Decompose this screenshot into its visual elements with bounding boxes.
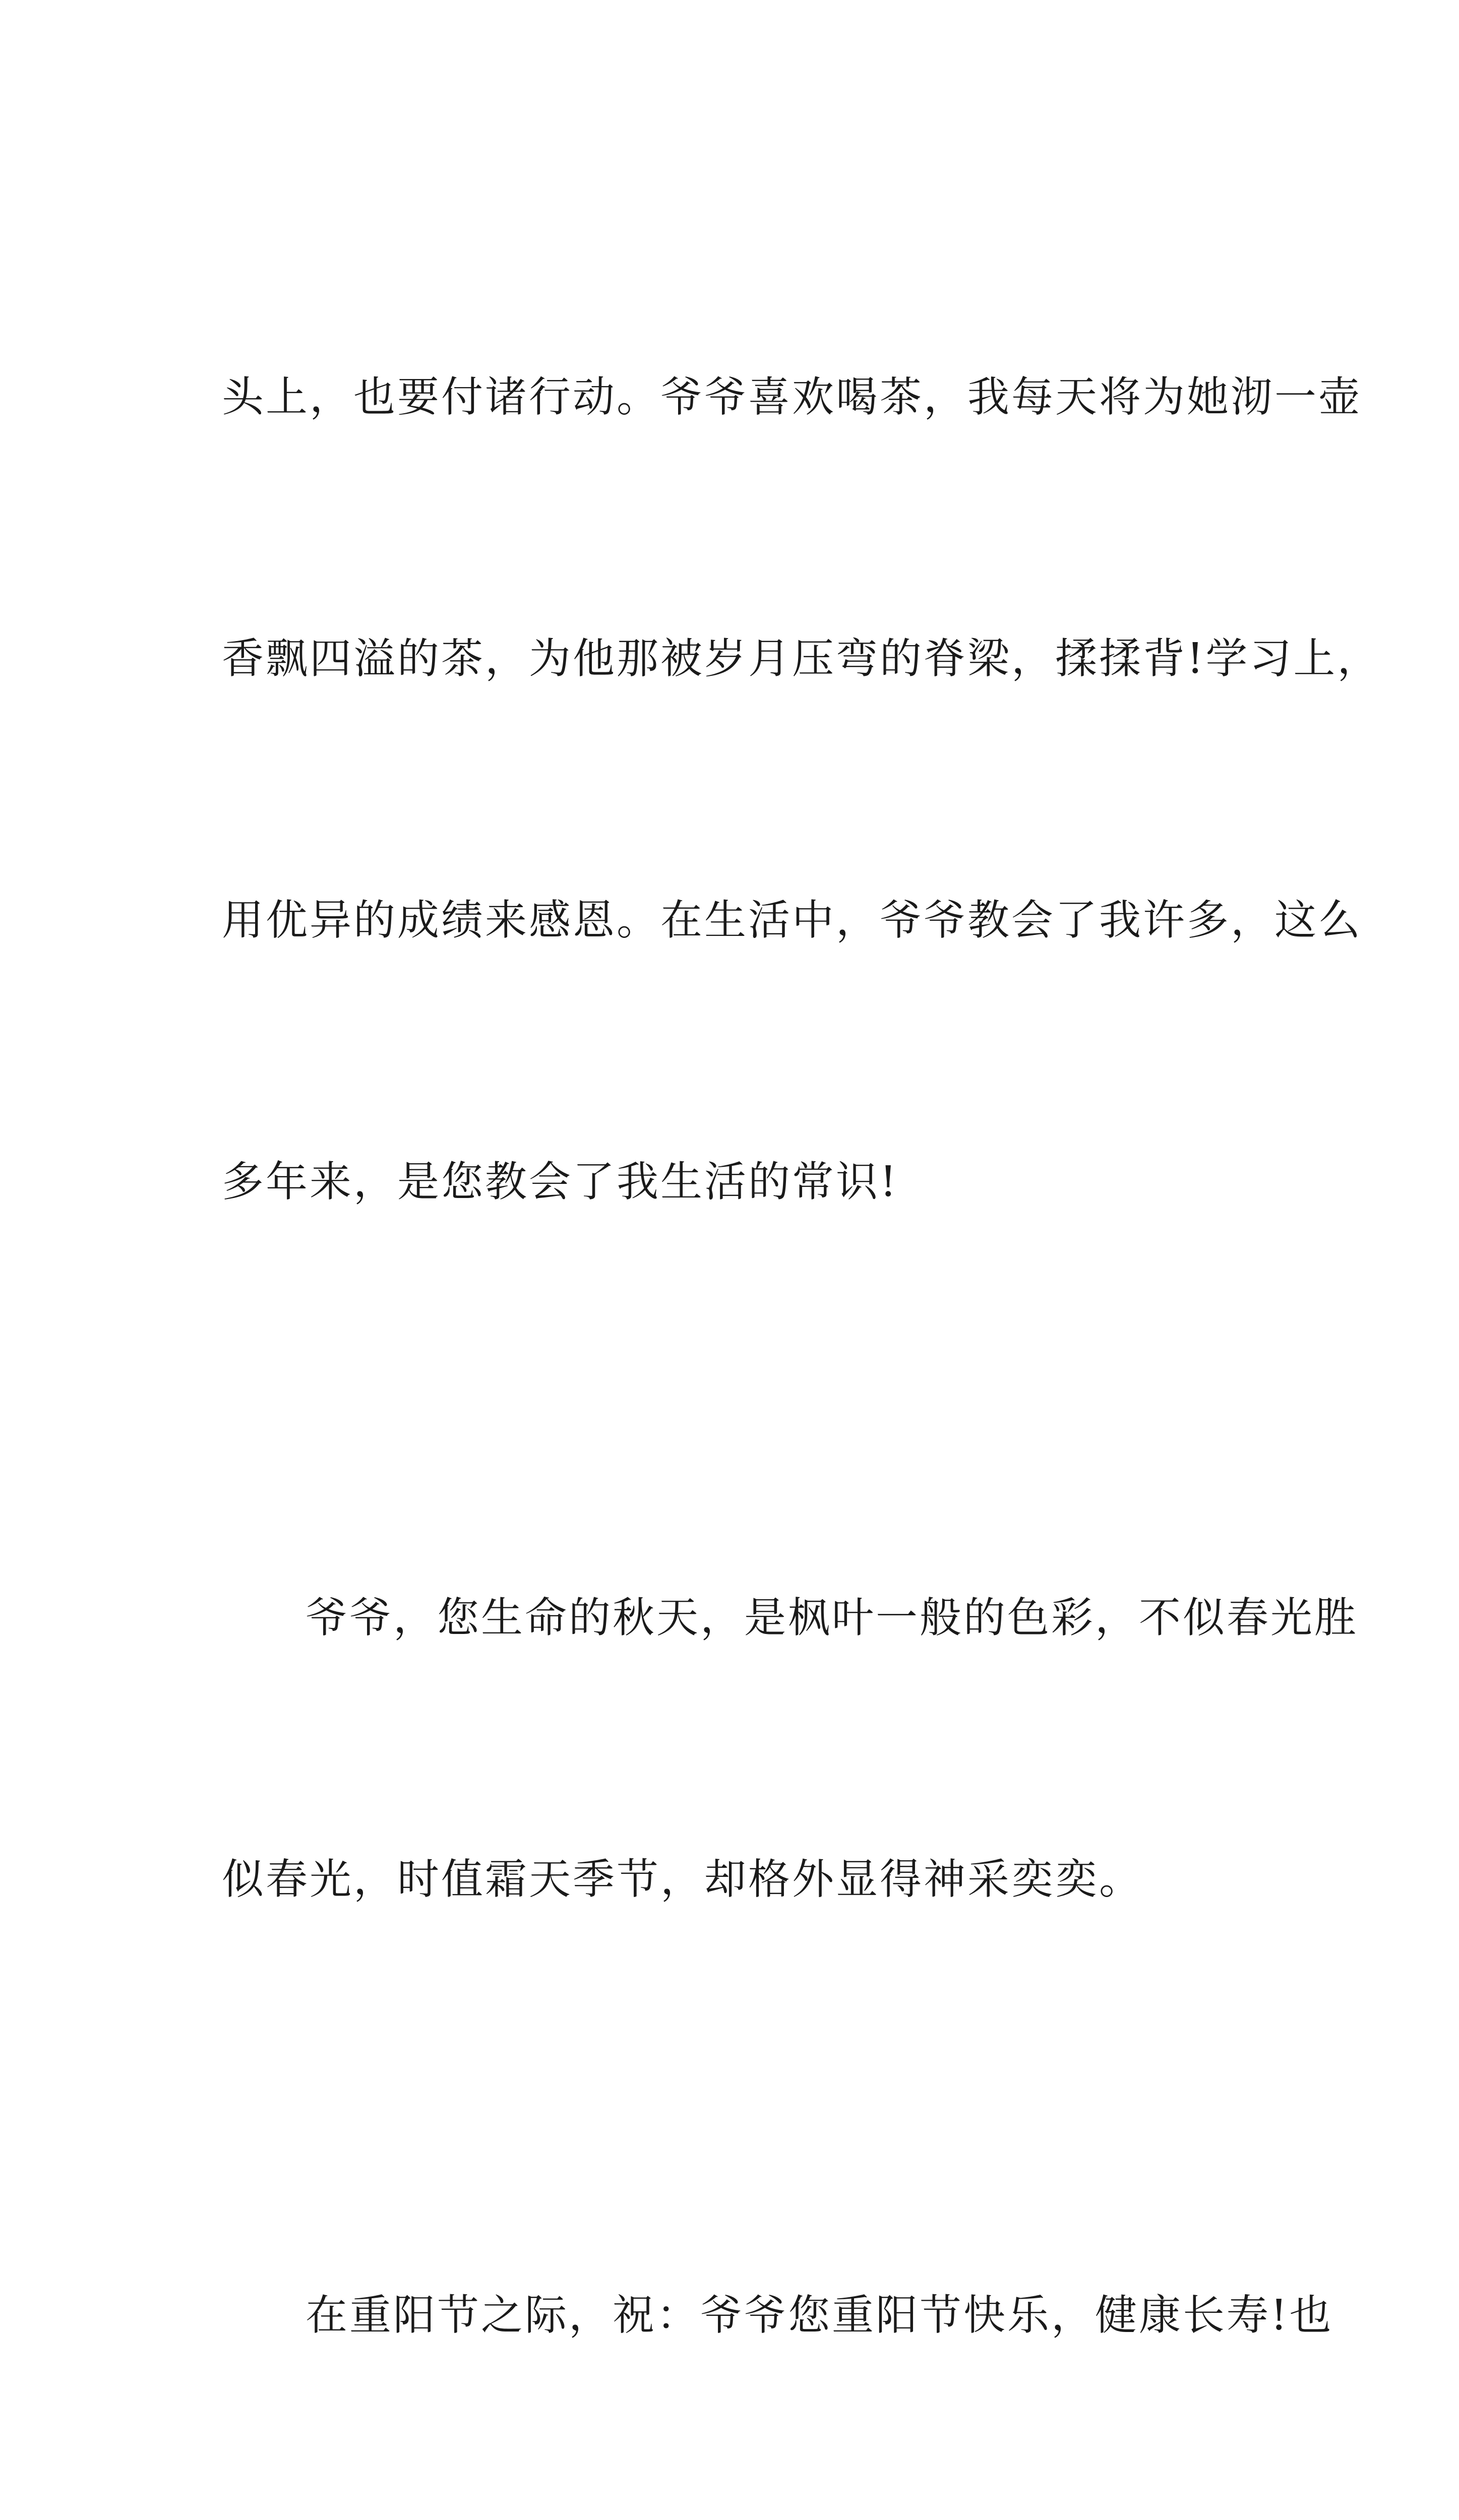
text-line: 用优异的成绩来感恩。在生活中，爷爷教会了我许多，这么: [222, 896, 1362, 944]
text-line: 爷爷，您生命的秋天，是枫叶一般的色彩，不似春光胜: [306, 1593, 1358, 1642]
text-line: 在重阳节之际，祝：爷爷您重阳节快乐，健康长寿!也: [306, 2291, 1333, 2340]
paragraph: [222, 179, 1381, 1400]
paragraph: [222, 2097, 1333, 2520]
text-line: 香飘四溢的茶，为他那被岁月压弯的脊梁，揉揉背!学习上，: [222, 634, 1381, 683]
document-body: [222, 179, 1381, 2520]
text-line: 似春光，时值霜天季节，却格外显得神采奕奕。: [222, 1855, 1143, 1904]
text-line: 多年来，是您教会了我生活的常识!: [222, 1157, 899, 1206]
text-line: 头上，也要付诸行动。爷爷喜欢喝茶，我每天将为她沏一壶: [222, 372, 1362, 421]
paragraph: [222, 1400, 1358, 2097]
